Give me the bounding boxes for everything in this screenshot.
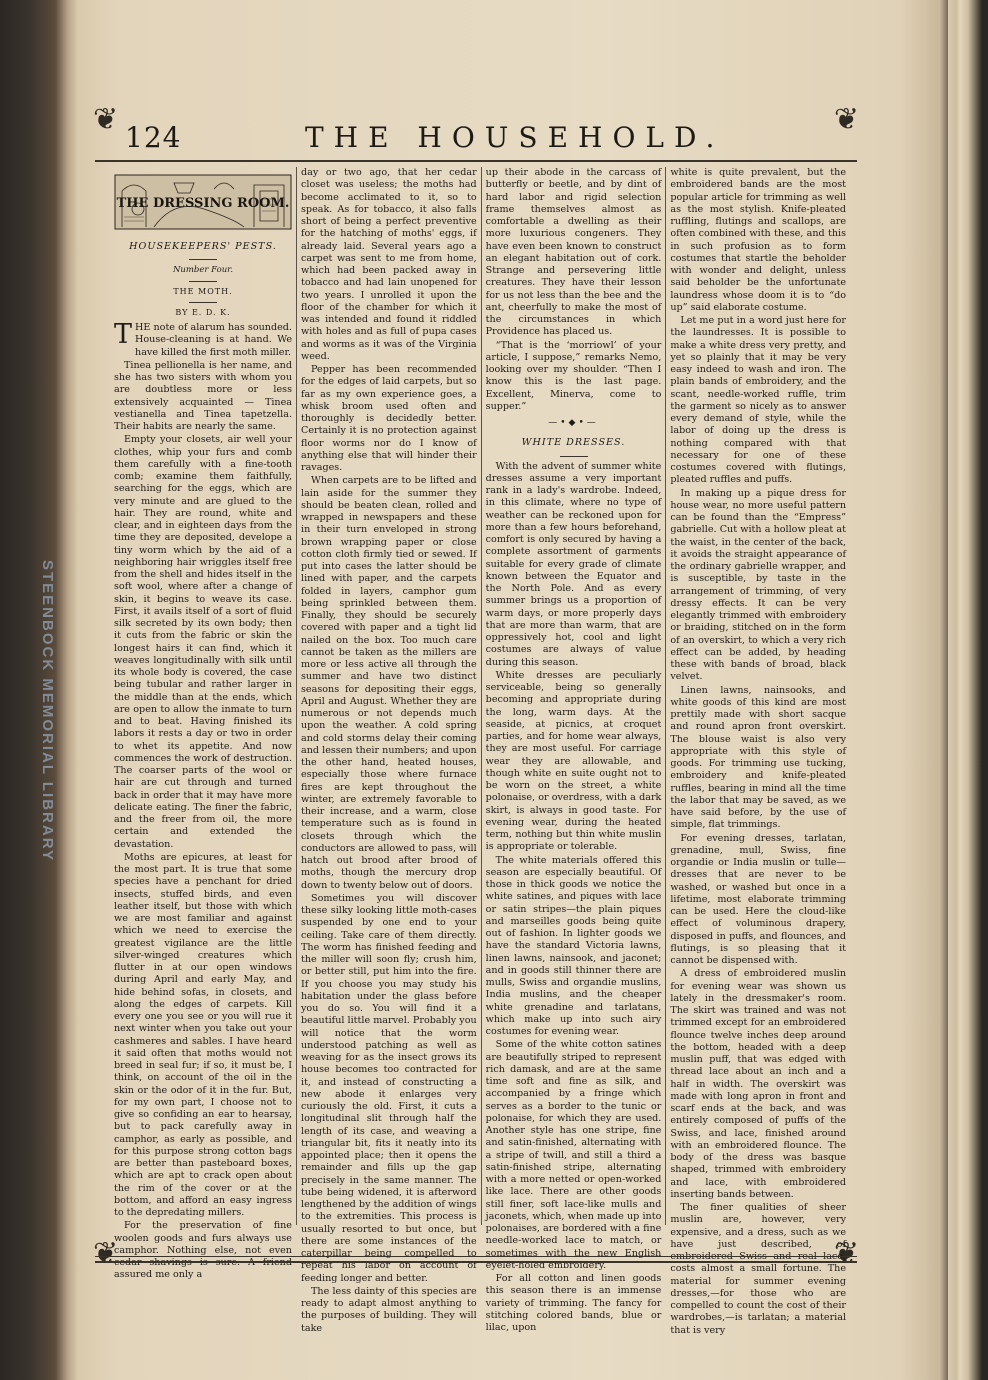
column-4	[665, 167, 850, 1336]
paragraph: White dresses are peculiarly serviceable, being so generally becoming and appropriate during the long, warm days. At the seaside, at picnics, at croquet parties, and for home wear always, they are most useful. For carriage wear they are allowable, and though white en suite ought not to be worn on the street, a white polonaise, or overdress, with a dark skirt, is always in good taste. For evening wear, during the heated term, nothing but thin white muslin is appropriate or tolerable.	[485, 669, 662, 853]
article-byline: BY E. D. K.	[175, 307, 231, 317]
paragraph: Tinea pellionella is her name, and she has two sisters with whom you are doubtless more or less extensively acquainted — Tinea vestianella and Tinea tapetzella. Their habits are nearly the same.	[114, 359, 292, 432]
paragraph: For all cotton and linen goods this season there is an immense variety of trimming. The fancy for stitching colored bands, blue or lilac, upon	[485, 1273, 662, 1333]
article-title-white-dresses: WHITE DRESSES.	[521, 437, 626, 449]
paragraph-text: HE note of alarum has sounded. House-cleaning is at hand. We have killed the first moth miller.	[135, 322, 292, 358]
paragraph: In making up a pique dress for house wear, no more useful pattern can be found than the “Empress” gabrielle. Cut with a hollow pleat at the waist, in the center of the back, it avoids the straight appearance of the ordinary gabrielle wrapper, and is susceptible, by taste in the arrangement of trimming, of very dressy effects. It can be very elegantly trimmed with embroidery or braiding, stitched on in the form of an overskirt, to which a very rich effect can be added, by heading these with bands of broad, black velvet.	[670, 487, 847, 683]
paragraph: For the preservation of fine woolen goods and furs always use camphor. Nothing else, not even cedar shavings is sure. A friend assured me only a	[114, 1220, 292, 1281]
paragraph: The white materials offered this season are especially beautiful. Of those in thick goods we notice the white satines, and piques with lace or satin stripes—the plain piques and marseilles goods being quite out of fashion. In lighter goods we have the standard Victoria lawns, linen lawns, nainsook, and jaconet; and in goods still thinner there are mulls, Swiss and organdie muslins, India muslins, and the cheaper white grenadine and tarlatans, which make up into such airy costumes for evening wear.	[485, 854, 662, 1037]
corner-ornament-top-right-icon: ❦	[833, 102, 859, 137]
corner-ornament-bottom-right-icon: ❦	[833, 1236, 859, 1271]
paragraph: The finer qualities of sheer muslin are, however, very expensive, and a dress, such as we have just described, of embroidered Swiss and real lace, costs almost a small fortune. The material for summer evening dresses,—for those who are compelled to count the cost of their wardrobes,—is tarlatan; a material that is very	[670, 1202, 847, 1336]
paragraph: Empty your closets, air well your clothes, whip your furs and comb them carefully with a fine-tooth comb; examine them faithfully, searching for the eggs, which are very minute and are glued to the hair. They are round, white and clear, and in eighteen days from the time they are deposited, develope a tiny worm which by the aid of a neighboring hair wriggles itself free from the shell and hides itself in the soft wool, where after a change of skin, it begins to weave its case. First, it avails itself of a sort of fluid silk secreted by its own body; then it cuts from the fabric or skin the longest hairs it can find, which it weaves longitudinally with silk until its whole body is covered, the case being tubular and rather larger in the middle than at the ends, which are open to allow the inmate to turn and to beat. Having finished its labors it rests a day or two in order to whet its appetite. And now commences the work of destruction. The coarser parts of the wool or hair are cut through and turned back in order that it may have more delicate eating. The finer the fabric, and the freer from oil, the more certain and extended the devastation.	[114, 434, 292, 850]
paragraph: When carpets are to be lifted and lain aside for the summer they should be beaten clean, rolled and wrapped in newspapers and these in their turn enveloped in strong brown wrapping paper or close cotton cloth firmly tied or sewed. If put into cases the latter should be lined with paper, and the carpets folded in layers, camphor gum being sprinkled between them. Finally, they should be securely covered with paper and a tight lid nailed on the box. Too much care cannot be taken as the millers are more or less active all through the summer and have two distinct seasons for depositing their eggs, April and August. Whether they are numerous or not depends much upon the weather. A cold spring and cold storms delay their coming and lessen their numbers; and upon the other hand, heated houses, especially those where furnace fires are kept throughout the winter, are extremely favorable to their increase, and a warm, close temperature such as is found in closets through which the conductors are allowed to pass, will hatch out brood after brood of moths, though the mercury drop down to twenty below out of doors.	[301, 475, 477, 891]
page-title: THE HOUSEHOLD.	[305, 121, 725, 154]
subtitle-rule	[189, 281, 217, 282]
corner-ornament-bottom-left-icon: ❦	[93, 1236, 119, 1271]
paragraph: With the advent of summer white dresses assume a very important rank in a lady's wardrobe. Indeed, in this climate, where no type of weather can be reckoned upon for more than a few hours beforehand, comfort is only secured by having a complete assortment of garments suitable for every grade of climate known between the Equator and the North Pole. And as every summer brings us a proportion of warm days, or more properly days that are more than warm, that are oppressively hot, cool and light costumes are always of value during this season.	[485, 460, 662, 668]
section-separator: —•◆•—	[548, 418, 599, 428]
column-3	[481, 167, 666, 1333]
corner-ornament-top-left-icon: ❦	[93, 102, 119, 137]
article-title-housekeepers-pests: HOUSEKEEPERS' PESTS.	[129, 241, 277, 252]
paragraph: Linen lawns, nainsooks, and white goods of this kind are most prettily made with short sacque and round apron front overskirt. The blouse waist is also very appropriate with this style of goods. For trimming use tucking, embroidery and knife-pleated ruffles, bearing in mind all the time the labor that may be saved, as we have said before, by the use of simple, flat trimmings.	[670, 684, 847, 831]
title-rule	[189, 259, 217, 260]
paragraph: Pepper has been recommended for the edges of laid carpets, but so far as my own experience goes, a whisk broom used often and thoroughly is decidedly better. Certainly it is no protection against floor worms nor do I know of anything else that will hinder their ravages.	[301, 364, 477, 473]
header-rule	[95, 160, 857, 162]
library-spine-stamp: STEENBOCK MEMORIAL LIBRARY	[39, 560, 56, 863]
paragraph: white is quite prevalent, but the embroidered bands are the most popular article for trimming as well as the most stylish. Knife-pleated ruffling, flutings and scallops, are often combined with these, and this in such profusion as to form costumes that startle the beholder with wonder and delight, unless said beholder be the unfortunate laundress whose doom it is to “do up” said elaborate costume.	[670, 167, 847, 313]
paragraph: For evening dresses, tarlatan, grenadine, mull, Swiss, fine organdie or India muslin or tulle—dresses that are never to be washed, or washed but once in a lifetime, most elaborate trimming can be used. Here the cloud-like effect of voluminous drapery, disposed in puffs, and flounces, and flutings, is so pleasing that it cannot be dispensed with.	[670, 832, 847, 966]
article-topic: THE MOTH.	[173, 286, 233, 296]
page-frame	[93, 102, 859, 1336]
dressing-room-emblem	[114, 169, 292, 233]
page-number: 124	[125, 121, 182, 154]
footer-rule-inner	[95, 1256, 857, 1257]
paragraph: Moths are epicures, at least for the most part. It is true that some species have a penchant for dried insects, stuffed birds, and even leather itself, but those with which we are most familiar and against which we need to exercise the greatest vigilance are the little silver-winged creatures which flutter in at our open windows during April and early May, and hide behind sofas, in closets, and along the edges of carpets. Kill every one you see or you will rue it next winter when you take out your cashmeres and sables. I have heard it said often that moths would not breed in seal fur; if so, it must be, I think, on account of the oil in the skin or the odor of it in the fur. But, for my own part, I choose not to give so confiding an ear to hearsay, but to pack carefully away in camphor, as early as possible, and for this purpose strong cotton bags are better than pasteboard boxes, which are apt to crack open about the rim of the cover or at the bottom, and afford an easy ingress to the depredating millers.	[114, 851, 292, 1218]
paragraph: Let me put in a word just here for the laundresses. It is possible to make a white dress very pretty, and yet so plainly that it may be very easy indeed to wash and iron. The plain bands of embroidery, and the scant, needle-worked ruffle, trim the garment so nicely as to answer every demand of style, while the labor of doing up the dress is nothing compared with that necessary for one of these costumes covered with flutings, pleated ruffles and puffs.	[670, 315, 847, 486]
paragraph: Some of the white cotton satines are beautifully striped to represent rich damask, and are at the same time soft and fine as silk, and accompanied by a fringe which serves as a border to the tunic or polonaise, for which they are used. Another style has one stripe, fine and satin-finished, alternating with a stripe of twill, and still a third a satin-finished stripe, alternating with a more netted or open-worked like lace. There are other goods still finer, soft lace-like mulls and jaconets, which, when made up into polonaises, are bordered with a fine needle-worked lace to match, or sometimes with the new English eyelet-holed embroidery.	[485, 1039, 662, 1271]
next-page-edge	[948, 0, 988, 1380]
title-rule	[560, 456, 588, 457]
paragraph	[114, 319, 292, 359]
paragraph: A dress of embroidered muslin for evening wear was shown us lately in the dressmaker's room. The skirt was trained and was not trimmed except for an embroidered flounce twelve inches deep around the bottom, headed with a deep muslin puff, that was edged with thread lace about an inch and a half in width. The overskirt was made with long apron in front and scarf ends at the back, and was entirely composed of puffs of the Swiss, and lace, finished around with an embroidered flounce. The body of the dress was basque shaped, trimmed with embroidery and lace, with embroidered inserting bands between.	[670, 968, 847, 1200]
column-2	[296, 167, 481, 1334]
article-subtitle: Number Four.	[172, 265, 234, 276]
paragraph: “That is the ‘morriowl’ of your article, I suppose,” remarks Nemo, looking over my shoulder. “Then I know this is the last page. Excellent, Minerva, come to supper.”	[485, 339, 662, 412]
paragraph: day or two ago, that her cedar closet was useless; the moths had become acclimated to it, so to speak. As for tobacco, it also falls short of being a perfect preventive for the hatching of moths' eggs, if already laid. Several years ago a carpet was sent to me from home, which had been packed away in tobacco and had lain unopened for two years. I unrolled it upon the floor of the chamber for which it was intended and found it riddled with holes and as full of pupa cases and worms as it was of the Virginia weed.	[301, 167, 477, 362]
column-1	[110, 167, 296, 1281]
paragraph: up their abode in the carcass of butterfly or beetle, and by dint of hard labor and rigid selection frame themselves almost as comfortable a dwelling as their more luxurious congeners. They have even been known to construct an elegant habitation out of cork. Strange and persevering little creatures. They have their lesson for us not less than the bee and the ant, cheerfully to make the most of the circumstances in which Providence has placed us.	[485, 167, 662, 338]
page-header	[95, 119, 857, 159]
footer-rule	[95, 1261, 857, 1263]
paragraph: Sometimes you will discover these silky looking little moth-cases suspended by one end to your ceiling. Take care of them directly. The worm has finished feeding and the miller will soon fly; crush him, or better still, put him into the fire. If you choose you may study his habitation under the glass before you do so. You will find it a beautiful little marvel. Probably you will notice that the worm understood patching as well as weaving for as the insect grows its house becomes too contracted for it, and instead of constructing a new abode it enlarges very curiously the old. First, it cuts a longitudinal slit through half the length of its case, and weaving a triangular bit, fits it neatly into its appointed place; then it opens the remainder and fills up the gap precisely in the same manner. The tube being widened, it is afterword lengthened by the addition of wings to the extremities. This process is usually resorted to but once, but there are some instances of the caterpillar being compelled to repeat his labor on account of feeding longer and better.	[301, 892, 477, 1284]
paragraph: The less dainty of this species are ready to adapt almost anything to the purposes of building. They will take	[301, 1285, 477, 1334]
text-columns	[110, 167, 850, 1336]
drop-cap: T	[114, 319, 133, 350]
topic-rule	[189, 302, 217, 303]
emblem-title: THE DRESSING ROOM.	[116, 196, 290, 211]
